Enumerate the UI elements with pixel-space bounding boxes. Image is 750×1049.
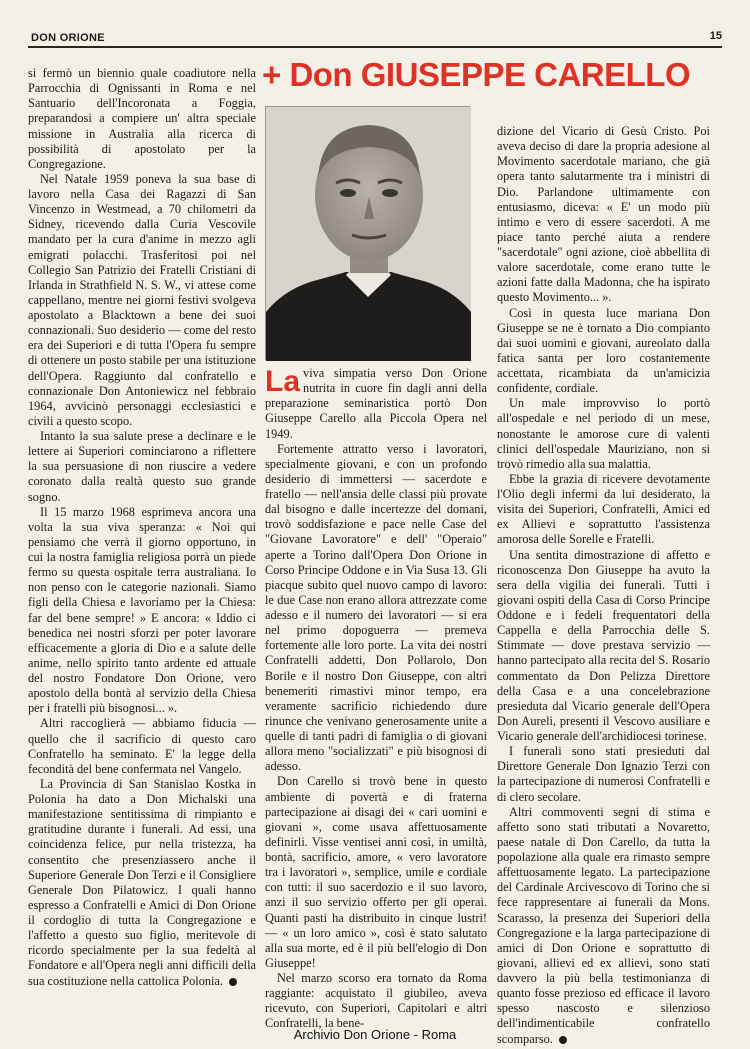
paragraph: Nel Natale 1959 poneva la sua base di lavoro nella Casa dei Ragazzi di San Vincenzo in Westmead, a 70 chilometri da Sidney, ricevendo dalla Curia Vescovile mandato per la cura d'anime in mezzo agli emigrati polacchi. Trasferitosi poi nel Collegio San Patrizio dei Fratelli Cristiani di Irlanda in Strathfield N. S. W., vi attese come cappellano, mentre nei giorni festivi svolgeva apostolato a Blacktown a bene dei suoi connazionali. Suo desiderio — come del resto era dei Superiori e di tutta l'Opera fu sempre di ottenere un posto stabile per una istituzione dell'Opera. Raggiunto dal confratello e connazionale Don Antoniewicz nel febbraio 1964, avvicinò personaggi ecclesiastici e civili a questo scopo.	[28, 171, 256, 428]
paragraph-text: Altri commoventi segni di stima e affetto sono stati tributati a Novaretto, paese natale di Don Carello, da tutta la popolazione alla quale era rimasto sempre affettuosamente legato. La partecipazione del Cardinale Arcivescovo di Torino che si fece rappresentare ai funerali da Mons. Scarasso, la presenza dei Superiori della Congregazione e la larga partecipazione di amici di Don Orione e soprattutto di giovani, allievi ed ex allievi, sono stati davvero la più bella testimonianza di quanto fosse prezioso ed efficace il lavoro spesso nascosto e silenzioso dell'indimenticabile confratello scomparso.	[497, 804, 710, 1046]
article-column-2	[265, 365, 487, 1031]
paragraph: Intanto la sua salute prese a declinare e le lettere ai Superiori cominciarono a riflettere la sua persuasione di non riuscire a vedere coronato dalla realtà questo suo grande sogno.	[28, 429, 256, 504]
portrait-illustration	[266, 107, 471, 361]
paragraph	[265, 366, 487, 442]
article-column-3	[497, 124, 710, 1046]
archive-footer: Archivio Don Orione - Roma	[293, 1027, 457, 1042]
paragraph: Altri raccoglierà — abbiamo fiducia — quello che il sacrificio di questo caro Confratello ha seminato. E' la legge della fecondità del bene confermata nel Vangelo.	[28, 716, 256, 776]
article-title: + Don GIUSEPPE CARELLO	[262, 56, 691, 93]
paragraph-text: viva simpatia verso Don Orione nutrita in cuore fin dagli anni della preparazione seminaristica portò Don Giuseppe Carello alla Piccola Opera nel 1949.	[265, 366, 487, 441]
paragraph: Il 15 marzo 1968 esprimeva ancora una volta la sua viva speranza: « Noi qui pensiamo che verrà il giorno opportuno, in cui la nostra famiglia religiosa porrà un piede fermo su questa ospitale terra australiana. Io non penso con le categorie nazionali. Siamo figli della Chiesa e lavoriamo per la Chiesa: far del bene sempre! » E ancora: « Iddio ci benedica nei nostri sforzi per poter lavorare efficacemente a gloria di Dio e a salute delle anime, nello spirito tanto ardente ed attuale del nostro Fondatore Don Orione, vero apostolo della bontà al servizio della Chiesa per i fratelli più bisognosi... ».	[28, 504, 256, 716]
paragraph: si fermò un biennio quale coadiutore nella Parrocchia di Ognissanti in Roma e nel Santuario dell'Incoronata a Foggia, preparandosi a compiere un' altra speciale missione in Australia alla ricerca di possibilità di apostolato per la Congregazione.	[28, 66, 256, 171]
paragraph: Fortemente attratto verso i lavoratori, specialmente giovani, e con un profondo desiderio di immettersi — sacerdote e fratello — nell'ansia delle classi più provate dal bisogno e dalle incertezze del domani, trovò soddisfazione e pace nelle Case del "Giovane Lavoratore" e dell' "Operaio" aperte a Torino dall'Opera Don Orione in Corso Principe Oddone e in Via Susa 13. Gli piacque subito quel nuovo campo di lavoro: le due Case non erano allora attrezzate come adesso e il numero dei lavoratori — si era nel primo dopoguerra — premeva fortemente alle loro porte. La vita dei nostri Confratelli addetti, Don Pollarolo, Don Borile e il nostro Don Giuseppe, con altri benemeriti rimastivi minor tempo, era veramente sacrificio richiedendo dure rinunce che venivano generosamente unite a quelle di tanti padri di famiglia o di giovani allora meno "socializzati" e più bisognosi di adesso.	[265, 441, 487, 774]
paragraph-text: La Provincia di San Stanislao Kostka in Polonia ha dato a Don Michalski una manifestazione sentitissima di rimpianto e gratitudine durante i funerali. Ad essi, una coincidenza felice, pur nella tristezza, ha consentito che presenziassero anche il Superiore Generale Don Terzi e il Consigliere Generale Don Pilatowicz. I quali hanno espresso a Confratelli e Amici di Don Orione il cordoglio di tutta la Congregazione e l'affetto a questo suo figlio, meritevole di ricordo specialmente per la sua fedeltà al Fondatore e all'Opera negli anni difficili della sua costituzione nella cattolica Polonia.	[28, 776, 256, 988]
paragraph: Ebbe la grazia di ricevere devotamente l'Olio degli infermi da lui desiderato, la visita dei Superiori, Confratelli, Amici ed ex Allievi e soprattutto l'assistenza amorosa delle Sorelle e Fratelli.	[497, 471, 710, 547]
page-number: 15	[709, 30, 722, 42]
drop-cap: La	[265, 365, 301, 398]
magazine-name: DON ORIONE	[31, 32, 105, 44]
priest-portrait	[265, 106, 470, 360]
paragraph: Una sentita dimostrazione di affetto e riconoscenza Don Giuseppe ha avuto la sera della vigilia dei funerali. Tutti i giovani ospiti della Casa di Corso Principe Oddone e i fedeli frequentatori della Cappella e della Parrocchia delle S. Stimmate — dove prestava servizio — hanno partecipato alla recita del S. Rosario commentato da Don Pelizza Direttore della Casa e a una concelebrazione presieduta dal Vicario generale dell'Opera Don Aureli, presenti il Vescovo ausiliare e Vicario generale dell'archidiocesi torinese.	[497, 547, 710, 743]
paragraph: Nel marzo scorso era tornato da Roma raggiante: acquistato il giubileo, aveva ricevuto, con Superiori, Capitolari e altri Confratelli, la bene-	[265, 971, 487, 1031]
paragraph: Don Carello si trovò bene in questo ambiente di povertà e di fraterna partecipazione ai disagi dei « cari uomini e giovani », come usava affettuosamente definirli. Visse ventisei anni così, in umiltà, bontà, sacrificio, amore, « vero lavoratore tra i lavoratori », semplice, umile e cordiale con tutti: il suo sacerdozio e il suo lavoro, anzi il suo servizio offerto per gli operai. Quanti pasti ha distribuito in cinque lustri! — « un loro amico », così è stato salutato alla sua morte, ed è il più bell'elogio di Don Giuseppe!	[265, 774, 487, 970]
page-header	[28, 30, 722, 48]
article-column-1	[28, 66, 256, 1006]
paragraph	[497, 805, 710, 1047]
paragraph: I funerali sono stati presieduti dal Direttore Generale Don Ignazio Terzi con la partecipazione di numerosi Confratelli e di clero secolare.	[497, 744, 710, 804]
end-mark-icon	[229, 978, 237, 986]
paragraph: dizione del Vicario di Gesù Cristo. Poi aveva deciso di dare la propria adesione al Movimento sacerdotale mariano, che già opera tanto salutarmente tra i ministri di Dio. Parlandone ultimamente con entusiasmo, diceva: « E' un modo più intimo e vero di essere sacerdoti. A me piace tanto perché aiuta a rendere "sacerdotale" ogni azione, cioè abbellita di valore sacerdotale, come erano tutte le azioni fatte dalla Madonna, che ha ispirato questo Movimento... ».	[497, 124, 710, 305]
paragraph: Così in questa luce mariana Don Giuseppe se ne è tornato a Dio compianto dai suoi uomini e giovani, aureolato dalla fatica santa per loro costantemente accettata, ricambiata da un'amicizia confidente, cordiale.	[497, 305, 710, 396]
paragraph	[28, 777, 256, 989]
paragraph: Un male improvviso lo portò all'ospedale e nel periodo di un mese, nonostante le amorose cure di valenti clinici dell'ospedale Mauriziano, non si trovò rimedio alla sua malattia.	[497, 396, 710, 471]
